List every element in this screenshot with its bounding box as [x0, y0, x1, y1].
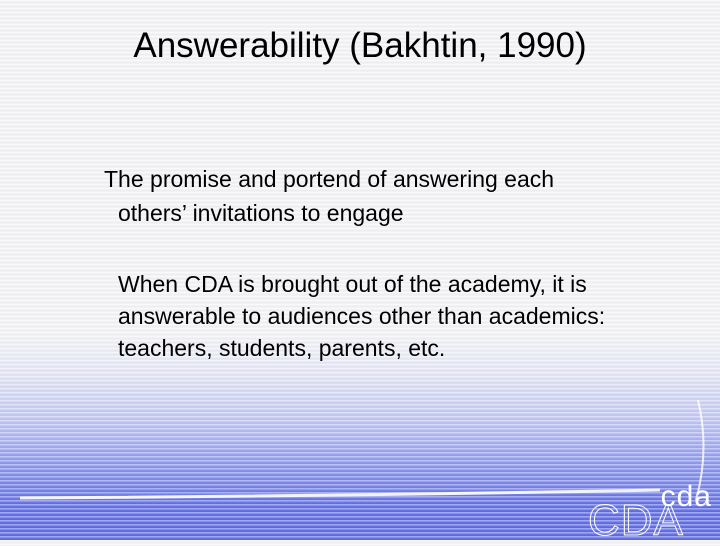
paragraph-answerability-definition [104, 162, 664, 230]
paragraph-cda-answerable: When CDA is brought out of the academy, it is answerable to audiences other than academics: teachers, students, parents, etc. [118, 271, 606, 361]
paragraph1-line1: The promise and portend of answering each [104, 166, 555, 192]
cda-logo-large-text: CDA [588, 496, 684, 545]
cda-logo-small-text: cda [660, 480, 712, 513]
paragraph1-line2: others’ invitations to engage [118, 200, 404, 226]
slide-title: Answerability (Bakhtin, 1990) [133, 26, 587, 65]
decorative-swoosh-line [20, 486, 660, 506]
cda-logo [584, 478, 720, 545]
